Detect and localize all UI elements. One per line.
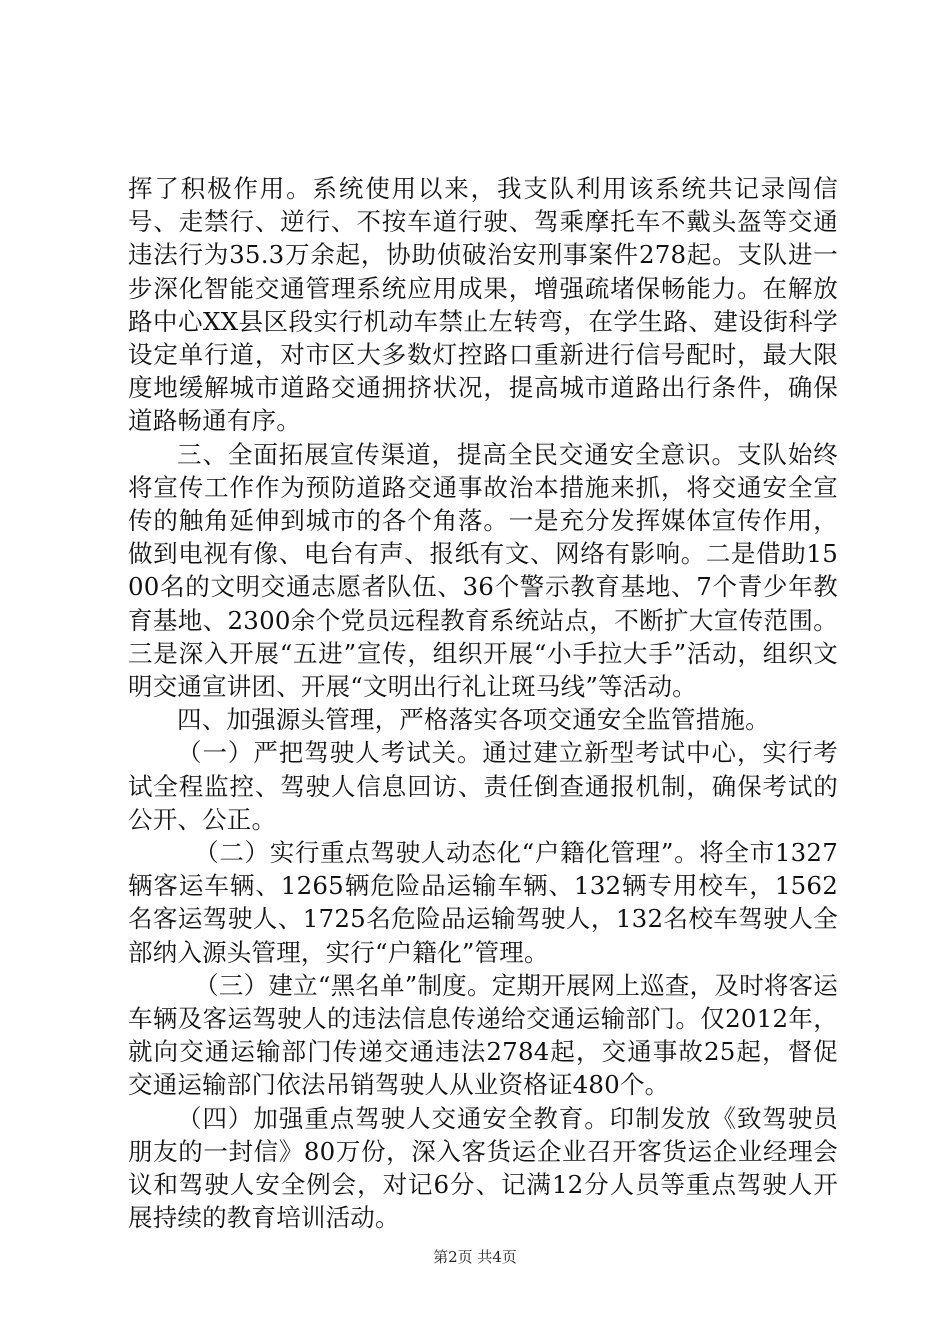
paragraph-section-three: 三、全面拓展宣传渠道，提高全民交通安全意识。支队始终将宣传工作作为预防道路交通事故治本措施来抓，将交通安全宣传的触角延伸到城市的各个角落。一是充分发挥媒体宣传作用，做到电视有像、电台有声、报纸有文、网络有影响。二是借助1500名的文明交通志愿者队伍、36个警示教育基地、7个青少年教育基地、2300余个党员远程教育系统站点，不断扩大宣传范围。三是深入开展“五进”宣传，组织开展“小手拉大手”活动，组织文明交通宣讲团、开展“文明出行礼让斑马线”等活动。 — [128, 439, 838, 702]
paragraph-item-two: （二）实行重点驾驶人动态化“户籍化管理”。将全市1327辆客运车辆、1265辆危险品运输车辆、132辆专用校车，1562名客运驾驶人、1725名危险品运输驾驶人，132名校车驾驶人全部纳入源头管理，实行“户籍化”管理。 — [128, 838, 838, 967]
paragraph-item-one: （一）严把驾驶人考试关。通过建立新型考试中心，实行考试全程监控、驾驶人信息回访、责任倒查通报机制，确保考试的公开、公正。 — [128, 738, 838, 834]
paragraph-item-four: （四）加强重点驾驶人交通安全教育。印制发放《致驾驶员朋友的一封信》80万份，深入客货运企业召开客货运企业经理会议和驾驶人安全例会，对记6分、记满12分人员等重点驾驶人开展持续的教育培训活动。 — [128, 1103, 838, 1233]
paragraph-continuation: 挥了积极作用。系统使用以来，我支队利用该系统共记录闯信号、走禁行、逆行、不按车道行驶、驾乘摩托车不戴头盔等交通违法行为35.3万余起，协助侦破治安刑事案件278起。支队进一步深化智能交通管理系统应用成果，增强疏堵保畅能力。在解放路中心XX县区段实行机动车禁止左转弯，在学生路、建设街科学设定单行道，对市区大多数灯控路口重新进行信号配时，最大限度地缓解城市道路交通拥挤状况，提高城市道路出行条件，确保道路畅通有序。 — [128, 174, 838, 436]
document-body — [128, 172, 838, 1235]
page-footer: 第2页 共4页 — [433, 1248, 517, 1266]
paragraph-section-four-heading: 四、加强源头管理，严格落实各项交通安全监管措施。 — [177, 705, 770, 735]
paragraph-item-three: （三）建立“黑名单”制度。定期开展网上巡查，及时将客运车辆及客运驾驶人的违法信息传递给交通运输部门。仅2012年，就向交通运输部门传递交通违法2784起，交通事故25起，督促交通运输部门依法吊销驾驶人从业资格证480个。 — [128, 970, 838, 1100]
